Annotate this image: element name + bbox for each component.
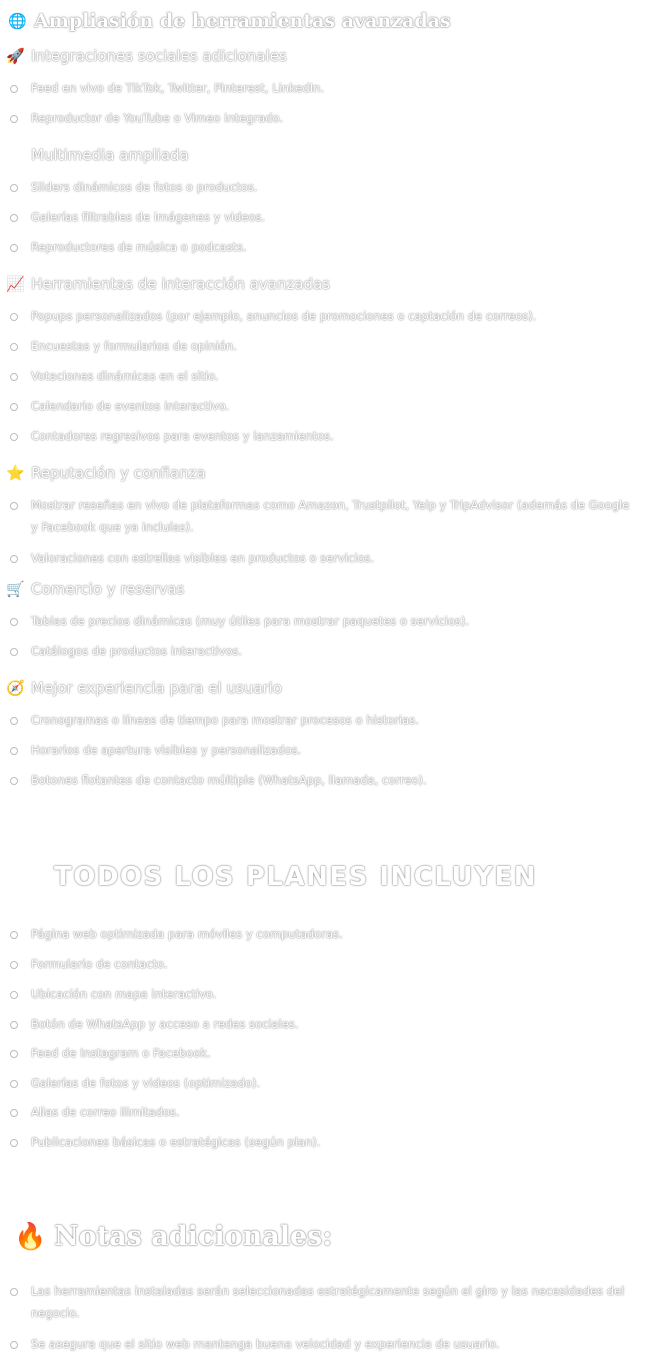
list-item-text: Feed de Instagram o Facebook. [31,1046,211,1060]
globe-icon: 🌐 [8,12,27,30]
list-item [10,395,638,417]
bullet-icon [10,184,18,192]
compass-icon: 🧭 [6,679,25,697]
bullet-icon [10,555,18,563]
bullet-icon [10,1050,18,1058]
section-heading-text: Integraciones sociales adicionales [31,47,287,65]
bullet-icon [10,373,18,381]
chart-icon: 📈 [6,275,25,293]
list-item-text: Publicaciones básicas o estratégicas (según plan). [31,1135,321,1149]
bullet-icon [10,1080,18,1088]
fire-icon: 🔥 [14,1221,47,1252]
tools-icon: 🛠 [14,862,49,892]
list-item [10,425,638,447]
list-item [10,77,638,99]
bullet-icon [10,343,18,351]
list-item [10,1101,638,1123]
list-item [10,236,638,258]
list-item [10,494,638,538]
section-heading-reputation [6,464,206,482]
list-item-text: Formulario de contacto. [31,957,168,971]
section-heading-commerce [6,580,185,598]
list-item-text: Popups personalizados (por ejemplo, anuncios de promociones o captación de correos). [31,309,537,323]
list-item-text: Contadores regresivos para eventos y lanzamientos. [31,429,334,443]
list-item [10,206,638,228]
section-heading-text: Multimedia ampliada [31,146,189,164]
list-item-text: Las herramientas instaladas serán seleccionadas estratégicamente según el giro y las necesidades del negocio. [31,1284,625,1320]
list-item-text: Encuestas y formularios de opinión. [31,339,237,353]
bullet-icon [10,502,18,510]
list-item [10,923,638,945]
list-item [10,1072,638,1094]
list-item-text: Galerías filtrables de imágenes y videos. [31,210,266,224]
list-item-text: Página web optimizada para móviles y computadoras. [31,927,343,941]
bullet-icon [10,1021,18,1029]
bullet-icon [10,961,18,969]
bullet-icon [10,313,18,321]
list-item [10,1131,638,1153]
bullet-icon [10,1139,18,1147]
bullet-icon [10,1341,18,1349]
section-heading-social [6,47,287,65]
page-title [8,10,451,32]
list-item [10,610,638,632]
bullet-icon [10,214,18,222]
list-item-text: Ubicación con mapa interactivo. [31,987,217,1001]
list-item-text: Tablas de precios dinámicas (muy útiles para mostrar paquetes o servicios). [31,614,470,628]
list-item-text: Mostrar reseñas en vivo de plataformas como Amazon, Trustpilot, Yelp y TripAdvisor (además de Google y Facebook que ya incluías). [31,498,630,534]
list-item [10,1280,638,1324]
notes-heading-text: Notas adicionales: [54,1221,333,1252]
list-item [10,769,638,791]
list-item-text: Reproductor de YouTube o Vimeo integrado. [31,111,284,125]
list-item-text: Cronogramas o líneas de tiempo para mostrar procesos o historias. [31,713,419,727]
bullet-icon [10,1288,18,1296]
cart-icon: 🛒 [6,580,25,598]
bullet-icon [10,85,18,93]
bullet-icon [10,717,18,725]
rocket-icon: 🚀 [6,47,25,65]
list-item [10,1333,638,1355]
list-item [10,1013,638,1035]
section-heading-interaction [6,275,330,293]
list-item-text: Valoraciones con estrellas visibles en productos o servicios. [31,551,375,565]
list-item [10,335,638,357]
list-item-text: Sliders dinámicos de fotos o productos. [31,180,258,194]
bullet-icon [10,115,18,123]
bullet-icon [10,618,18,626]
list-item-text: Botones flotantes de contacto múltiple (WhatsApp, llamada, correo). [31,773,427,787]
bullet-icon [10,433,18,441]
list-item [10,709,638,731]
bullet-icon [10,244,18,252]
bullet-icon [10,777,18,785]
list-item-text: Se asegura que el sitio web mantenga buena velocidad y experiencia de usuario. [31,1337,500,1351]
list-item-text: Galerías de fotos y videos (optimizado). [31,1076,261,1090]
bullet-icon [10,1109,18,1117]
image-icon: 🖼 [6,146,26,164]
plans-heading [14,862,537,892]
list-item [10,176,638,198]
list-item-text: Calendario de eventos interactivo. [31,399,230,413]
list-item-text: Botón de WhatsApp y acceso a redes sociales. [31,1017,299,1031]
bullet-icon [10,648,18,656]
bullet-icon [10,747,18,755]
list-item [10,107,638,129]
list-item-text: Catálogos de productos interactivos. [31,644,243,658]
list-item-text: Reproductores de música o podcasts. [31,240,247,254]
section-heading-experience [6,679,282,697]
list-item [10,1042,638,1064]
bullet-icon [10,403,18,411]
list-item [10,547,638,569]
star-icon: ⭐ [6,464,25,482]
list-item-text: Horarios de apertura visibles y personalizados. [31,743,302,757]
list-item-text: Feed en vivo de TikTok, Twitter, Pinterest, LinkedIn. [31,81,325,95]
page-title-text: Ampliasión de herramientas avanzadas [34,10,451,32]
list-item [10,983,638,1005]
bullet-icon [10,931,18,939]
section-heading-text: Mejor experiencia para el usuario [31,679,283,697]
plans-heading-text: TODOS LOS PLANES INCLUYEN [54,862,537,892]
list-item-text: Alias de correo ilimitados. [31,1105,180,1119]
list-item [10,953,638,975]
list-item [10,739,638,761]
list-item [10,305,638,327]
notes-heading [14,1221,332,1252]
section-heading-text: Herramientas de interacción avanzadas [31,275,331,293]
list-item [10,365,638,387]
bullet-icon [10,991,18,999]
section-heading-text: Comercio y reservas [31,580,185,598]
list-item [10,640,638,662]
section-heading-multimedia [6,146,189,164]
list-item-text: Votaciones dinámicas en el sitio. [31,369,219,383]
section-heading-text: Reputación y confianza [31,464,206,482]
